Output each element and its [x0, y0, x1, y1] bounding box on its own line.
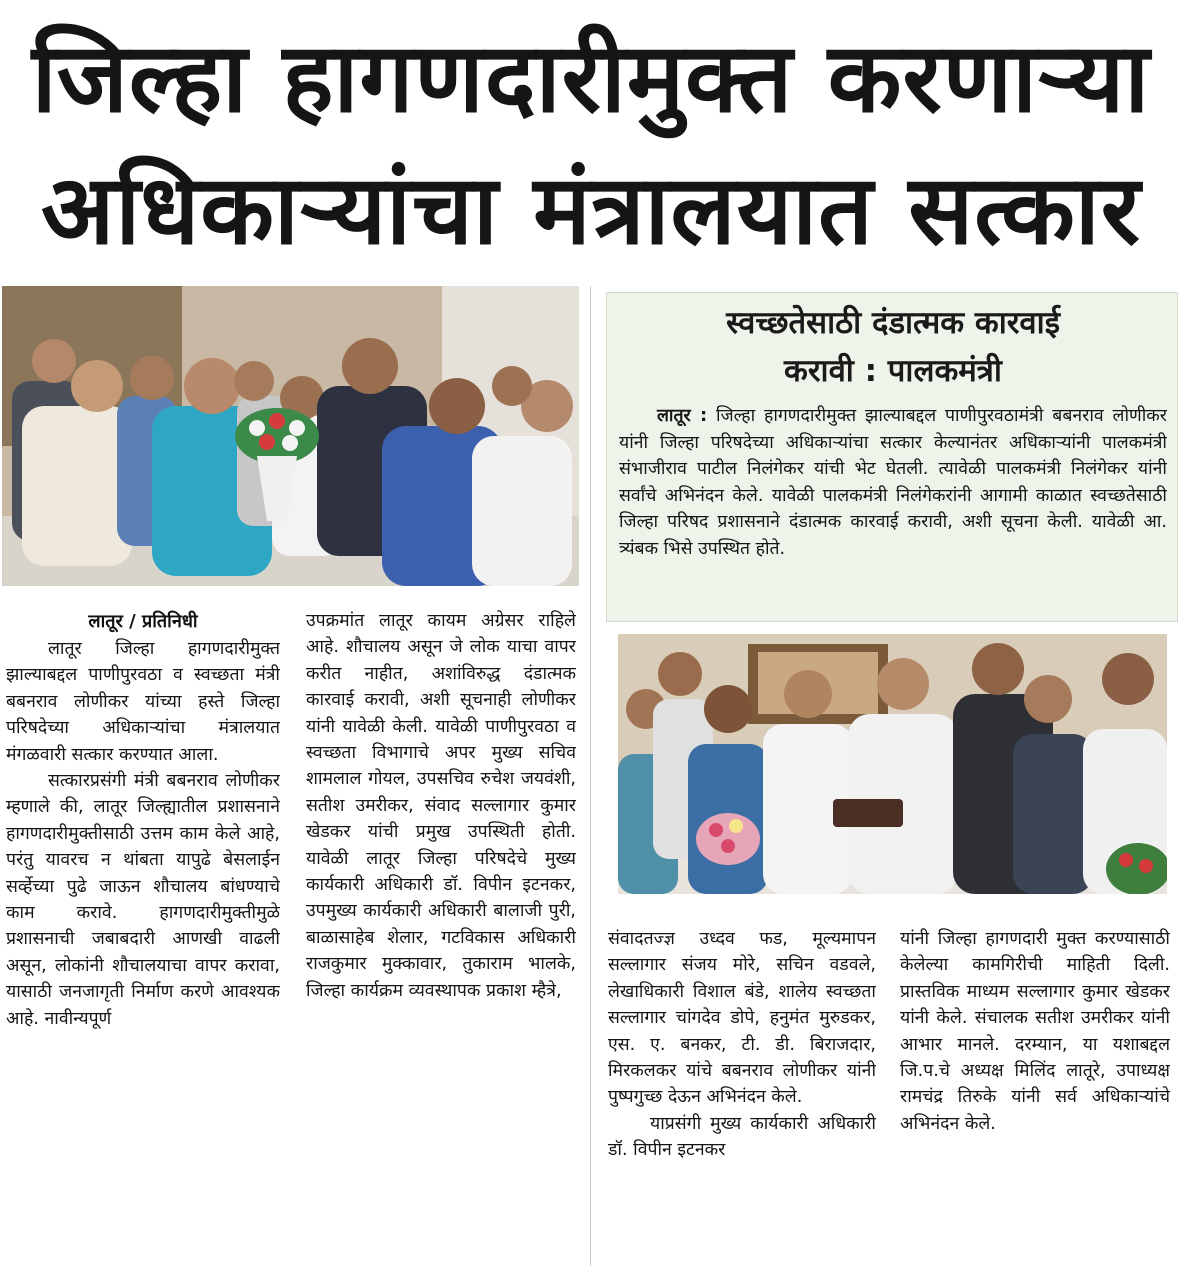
main-story-column-1: [6, 636, 280, 1268]
guardian-minister-story-box: [606, 292, 1178, 622]
main-dateline: लातूर / प्रतिनिधी: [88, 611, 198, 632]
side-story-title-line-1: स्वच्छतेसाठी दंडात्मक कारवाई: [726, 305, 1060, 341]
main-story-column-2: [306, 608, 576, 1268]
main-story-paragraph: संवादतज्ज्ञ उध्दव फड, मूल्यमापन सल्लागार संजय मोरे, सचिन वडवले, लेखाधिकारी विशाल बंडे, शालेय स्वच्छता सल्लागार चांगदेव डोपे, हनुमंत मुरुडकर, एस. ए. बनकर, टी. डी. बिराजदार, मिरकलकर यांचे बबनराव लोणीकर यांनी पुष्पगुच्छ देऊन अभिनंदन केले.: [608, 929, 876, 1108]
side-story-text: जिल्हा हागणदारीमुक्त झाल्याबद्दल पाणीपुरवठामंत्री बबनराव लोणीकर यांनी जिल्हा परिषदेच्या अधिकाऱ्यांचा सत्कार केल्यानंतर अधिकाऱ्यांनी पालकमंत्री संभाजीराव पाटील निलंगेकर यांची भेट घेतली. त्यावेळी पालकमंत्री निलंगेकर यांनी सर्वांचे अभिनंदन केले. यावेळी पालकमंत्री निलंगेकरांनी आगामी काळात स्वच्छतेसाठी जिल्हा परिषद प्रशासनाने दंडात्मक कारवाई करावी, अशी सूचना केली. यावेळी आ. त्र्यंबक भिसे उपस्थित होते.: [619, 406, 1167, 559]
main-story-column-4: [900, 926, 1170, 1268]
column-divider: [590, 286, 591, 1266]
main-story-paragraph: लातूर जिल्हा हागणदारीमुक्त झाल्याबद्दल पाणीपुरवठा व स्वच्छता मंत्री बबनराव लोणीकर यांच्या हस्ते जिल्हा परिषदेच्या अधिकाऱ्यांचा मंत्रालयात मंगळवारी सत्कार करण्यात आला.: [6, 639, 280, 765]
main-story-paragraph: सत्कारप्रसंगी मंत्री बबनराव लोणीकर म्हणाले की, लातूर जिल्ह्यातील प्रशासनाने हागणदारीमुक्तीसाठी उत्तम काम केले आहे, परंतु यावरच न थांबता यापुढे बेसलाईन सर्व्हेच्या पुढे जाऊन शौचालय बांधण्याचे काम करावे. हागणदारीमुक्तीमुळे प्रशासनाची जबाबदारी आणखी वाढली असून, लोकांनी शौचालयाचा वापर करावा, यासाठी जनजागृती निर्माण करणे आवश्यक आहे. नावीन्यपूर्ण: [6, 771, 280, 1029]
main-story-column-3: [608, 926, 876, 1268]
side-story-dateline: लातूर :: [657, 406, 708, 426]
main-story-paragraph: उपक्रमांत लातूर कायम अग्रेसर राहिले आहे. शौचालय असून जे लोक याचा वापर करीत नाहीत, अशांविरुद्ध दंडात्मक कारवाई करावी, अशी सूचनाही लोणीकर यांनी यावेळी केली. यावेळी पाणीपुरवठा व स्वच्छता विभागाचे अपर मुख्य सचिव शामलाल गोयल, उपसचिव रुचेश जयवंशी, सतीश उमरीकर, संवाद सल्लागार कुमार खेडकर यांची प्रमुख उपस्थिती होती. यावेळी लातूर जिल्हा परिषदेचे मुख्य कार्यकारी अधिकारी डॉ. विपीन इटनकर, उपमुख्य कार्यकारी अधिकारी बालाजी पुरी, बाळासाहेब शेलार, गटविकास अधिकारी राजकुमार मुक्कावार, तुकाराम भालके, जिल्हा कार्यक्रम व्यवस्थापक प्रकाश म्हैत्रे,: [306, 611, 576, 1001]
guardian-minister-photo: [618, 634, 1167, 894]
felicitation-photo: [2, 286, 579, 586]
side-story-title-line-2: करावी : पालकमंत्री: [784, 353, 1002, 389]
headline-line-2: अधिकाऱ्यांचा मंत्रालयात सत्कार: [40, 154, 1141, 266]
main-story-paragraph: यांनी जिल्हा हागणदारी मुक्त करण्यासाठी केलेल्या कामगिरीची माहिती दिली. प्रास्तविक माध्यम सल्लागार कुमार खेडकर यांनी केले. संचालक सतीश उमरीकर यांनी आभार मानले. दरम्यान, या यशाबद्दल जि.प.चे अध्यक्ष मिलिंद लातूरे, उपाध्यक्ष रामचंद्र तिरुके यांनी सर्व अधिकाऱ्यांचे अभिनंदन केले.: [900, 929, 1170, 1134]
main-story-paragraph: याप्रसंगी मुख्य कार्यकारी अधिकारी डॉ. विपीन इटनकर: [608, 1113, 876, 1161]
side-story-body: [619, 403, 1167, 617]
headline-line-1: जिल्हा हागणदारीमुक्त करणाऱ्या: [31, 22, 1151, 134]
